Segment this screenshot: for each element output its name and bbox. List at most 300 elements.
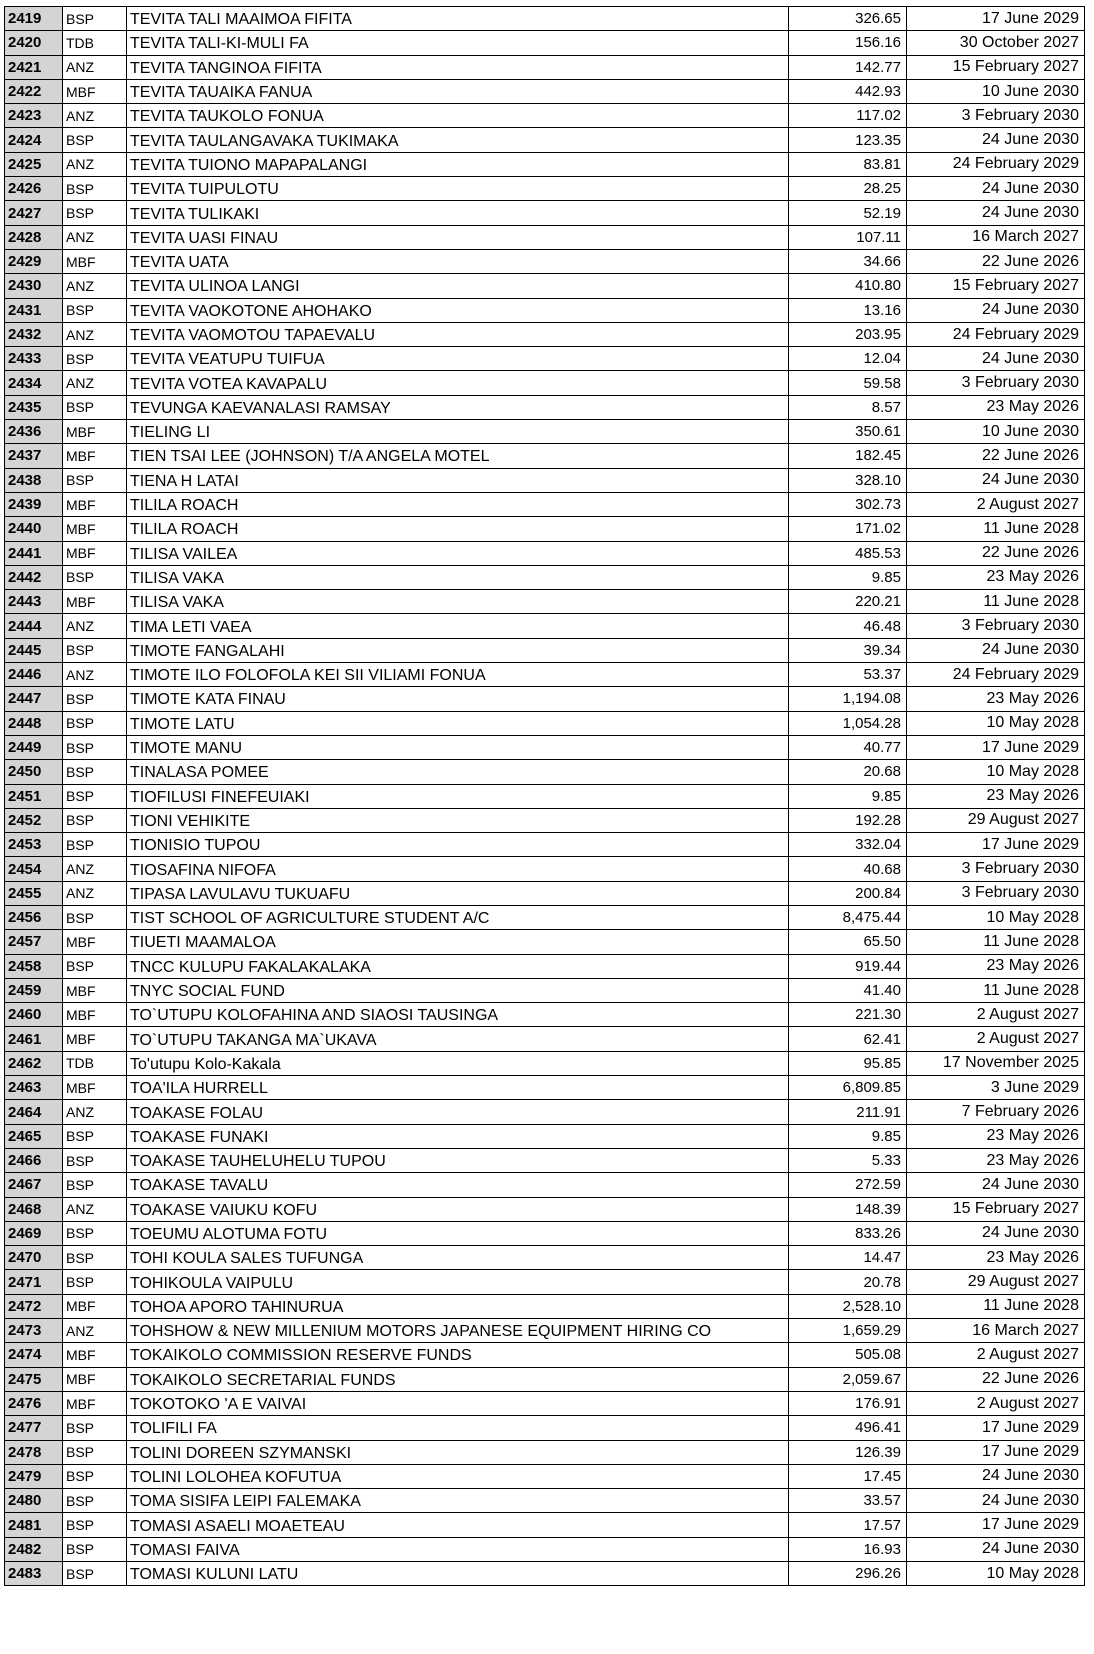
amount-cell: 1,194.08	[789, 687, 907, 711]
account-name-cell: TEVITA ULINOA LANGI	[127, 274, 789, 298]
row-number-cell: 2458	[5, 954, 63, 978]
table-row	[5, 1246, 1085, 1270]
account-name-cell: TOMA SISIFA LEIPI FALEMAKA	[127, 1489, 789, 1513]
table-row	[5, 1197, 1085, 1221]
bank-code-cell: TDB	[63, 31, 127, 55]
bank-code-cell: MBF	[63, 492, 127, 516]
bank-code-cell: BSP	[63, 468, 127, 492]
account-name-cell: TILISA VAKA	[127, 565, 789, 589]
table-row	[5, 468, 1085, 492]
table-row	[5, 857, 1085, 881]
bank-code-cell: ANZ	[63, 152, 127, 176]
account-name-cell: TIMOTE LATU	[127, 711, 789, 735]
account-name-cell: TIMOTE ILO FOLOFOLA KEI SII VILIAMI FONUA	[127, 663, 789, 687]
table-row	[5, 784, 1085, 808]
account-name-cell: TNCC KULUPU FAKALAKALAKA	[127, 954, 789, 978]
date-cell: 29 August 2027	[907, 808, 1085, 832]
row-number-cell: 2474	[5, 1343, 63, 1367]
row-number-cell: 2434	[5, 371, 63, 395]
amount-cell: 332.04	[789, 833, 907, 857]
table-row	[5, 1537, 1085, 1561]
table-row	[5, 638, 1085, 662]
table-row	[5, 663, 1085, 687]
table-row	[5, 371, 1085, 395]
amount-cell: 5.33	[789, 1148, 907, 1172]
table-row	[5, 1391, 1085, 1415]
bank-code-cell: ANZ	[63, 371, 127, 395]
table-row	[5, 79, 1085, 103]
amount-cell: 200.84	[789, 881, 907, 905]
account-name-cell: TEVITA TUIPULOTU	[127, 177, 789, 201]
date-cell: 23 May 2026	[907, 1124, 1085, 1148]
table-row	[5, 1270, 1085, 1294]
bank-code-cell: BSP	[63, 1270, 127, 1294]
account-name-cell: TO`UTUPU KOLOFAHINA AND SIAOSI TAUSINGA	[127, 1003, 789, 1027]
date-cell: 30 October 2027	[907, 31, 1085, 55]
amount-cell: 39.34	[789, 638, 907, 662]
bank-code-cell: BSP	[63, 1464, 127, 1488]
row-number-cell: 2425	[5, 152, 63, 176]
row-number-cell: 2452	[5, 808, 63, 832]
account-name-cell: TOAKASE TAUHELUHELU TUPOU	[127, 1148, 789, 1172]
amount-cell: 95.85	[789, 1051, 907, 1075]
amount-cell: 9.85	[789, 565, 907, 589]
date-cell: 2 August 2027	[907, 1027, 1085, 1051]
amount-cell: 53.37	[789, 663, 907, 687]
table-row	[5, 492, 1085, 516]
table-row	[5, 1148, 1085, 1172]
date-cell: 17 November 2025	[907, 1051, 1085, 1075]
row-number-cell: 2429	[5, 249, 63, 273]
date-cell: 24 June 2030	[907, 1537, 1085, 1561]
amount-cell: 142.77	[789, 55, 907, 79]
bank-code-cell: ANZ	[63, 225, 127, 249]
row-number-cell: 2450	[5, 760, 63, 784]
row-number-cell: 2482	[5, 1537, 63, 1561]
row-number-cell: 2467	[5, 1173, 63, 1197]
amount-cell: 176.91	[789, 1391, 907, 1415]
row-number-cell: 2481	[5, 1513, 63, 1537]
amount-cell: 496.41	[789, 1416, 907, 1440]
table-row	[5, 1562, 1085, 1586]
amount-cell: 272.59	[789, 1173, 907, 1197]
date-cell: 3 February 2030	[907, 371, 1085, 395]
bank-code-cell: ANZ	[63, 1197, 127, 1221]
account-name-cell: TIMA LETI VAEA	[127, 614, 789, 638]
account-name-cell: TOMASI FAIVA	[127, 1537, 789, 1561]
account-name-cell: TEVITA TALI MAAIMOA FIFITA	[127, 7, 789, 31]
account-name-cell: TILILA ROACH	[127, 492, 789, 516]
bank-code-cell: MBF	[63, 79, 127, 103]
date-cell: 22 June 2026	[907, 249, 1085, 273]
date-cell: 24 February 2029	[907, 322, 1085, 346]
table-row	[5, 833, 1085, 857]
table-row	[5, 1124, 1085, 1148]
table-row	[5, 1489, 1085, 1513]
row-number-cell: 2463	[5, 1076, 63, 1100]
row-number-cell: 2451	[5, 784, 63, 808]
amount-cell: 296.26	[789, 1562, 907, 1586]
amount-cell: 410.80	[789, 274, 907, 298]
account-name-cell: TIPASA LAVULAVU TUKUAFU	[127, 881, 789, 905]
row-number-cell: 2432	[5, 322, 63, 346]
bank-code-cell: MBF	[63, 249, 127, 273]
account-name-cell: TOAKASE TAVALU	[127, 1173, 789, 1197]
table-row	[5, 711, 1085, 735]
date-cell: 10 May 2028	[907, 905, 1085, 929]
date-cell: 10 June 2030	[907, 79, 1085, 103]
account-name-cell: TOLINI DOREEN SZYMANSKI	[127, 1440, 789, 1464]
account-name-cell: TIOSAFINA NIFOFA	[127, 857, 789, 881]
date-cell: 23 May 2026	[907, 1246, 1085, 1270]
date-cell: 24 June 2030	[907, 638, 1085, 662]
account-name-cell: TEVITA TALI-KI-MULI FA	[127, 31, 789, 55]
account-name-cell: TILILA ROACH	[127, 517, 789, 541]
bank-code-cell: BSP	[63, 1562, 127, 1586]
date-cell: 10 May 2028	[907, 760, 1085, 784]
bank-code-cell: BSP	[63, 687, 127, 711]
account-name-cell: TIEN TSAI LEE (JOHNSON) T/A ANGELA MOTEL	[127, 444, 789, 468]
account-name-cell: TEVITA VAOKOTONE AHOHAKO	[127, 298, 789, 322]
row-number-cell: 2470	[5, 1246, 63, 1270]
amount-cell: 126.39	[789, 1440, 907, 1464]
account-name-cell: TOA'ILA HURRELL	[127, 1076, 789, 1100]
date-cell: 24 June 2030	[907, 298, 1085, 322]
account-name-cell: TOMASI KULUNI LATU	[127, 1562, 789, 1586]
table-row	[5, 1294, 1085, 1318]
account-name-cell: TIMOTE MANU	[127, 735, 789, 759]
bank-code-cell: BSP	[63, 1221, 127, 1245]
account-name-cell: TEVITA TAULANGAVAKA TUKIMAKA	[127, 128, 789, 152]
date-cell: 23 May 2026	[907, 565, 1085, 589]
amount-cell: 182.45	[789, 444, 907, 468]
bank-code-cell: BSP	[63, 1124, 127, 1148]
bank-code-cell: MBF	[63, 541, 127, 565]
table-row	[5, 322, 1085, 346]
amount-cell: 833.26	[789, 1221, 907, 1245]
table-row	[5, 1027, 1085, 1051]
date-cell: 11 June 2028	[907, 1294, 1085, 1318]
amount-cell: 16.93	[789, 1537, 907, 1561]
account-name-cell: TEVITA UASI FINAU	[127, 225, 789, 249]
row-number-cell: 2462	[5, 1051, 63, 1075]
row-number-cell: 2438	[5, 468, 63, 492]
table-row	[5, 1100, 1085, 1124]
account-name-cell: TOHIKOULA VAIPULU	[127, 1270, 789, 1294]
row-number-cell: 2445	[5, 638, 63, 662]
table-row	[5, 905, 1085, 929]
bank-code-cell: BSP	[63, 7, 127, 31]
row-number-cell: 2454	[5, 857, 63, 881]
table-row	[5, 1076, 1085, 1100]
row-number-cell: 2475	[5, 1367, 63, 1391]
bank-code-cell: BSP	[63, 905, 127, 929]
account-name-cell: TEVUNGA KAEVANALASI RAMSAY	[127, 395, 789, 419]
date-cell: 17 June 2029	[907, 1440, 1085, 1464]
account-name-cell: TEVITA TAUKOLO FONUA	[127, 104, 789, 128]
date-cell: 2 August 2027	[907, 1391, 1085, 1415]
date-cell: 17 June 2029	[907, 735, 1085, 759]
table-row	[5, 1319, 1085, 1343]
account-name-cell: TIELING LI	[127, 420, 789, 444]
bank-code-cell: BSP	[63, 808, 127, 832]
amount-cell: 171.02	[789, 517, 907, 541]
table-row	[5, 128, 1085, 152]
table-row	[5, 55, 1085, 79]
row-number-cell: 2473	[5, 1319, 63, 1343]
row-number-cell: 2447	[5, 687, 63, 711]
row-number-cell: 2480	[5, 1489, 63, 1513]
date-cell: 22 June 2026	[907, 1367, 1085, 1391]
date-cell: 11 June 2028	[907, 590, 1085, 614]
row-number-cell: 2459	[5, 978, 63, 1002]
amount-cell: 485.53	[789, 541, 907, 565]
date-cell: 24 June 2030	[907, 468, 1085, 492]
row-number-cell: 2444	[5, 614, 63, 638]
date-cell: 3 June 2029	[907, 1076, 1085, 1100]
amount-cell: 1,659.29	[789, 1319, 907, 1343]
date-cell: 24 June 2030	[907, 1464, 1085, 1488]
account-name-cell: TOLINI LOLOHEA KOFUTUA	[127, 1464, 789, 1488]
amount-cell: 20.78	[789, 1270, 907, 1294]
bank-code-cell: BSP	[63, 784, 127, 808]
row-number-cell: 2437	[5, 444, 63, 468]
table-row	[5, 201, 1085, 225]
date-cell: 15 February 2027	[907, 1197, 1085, 1221]
amount-cell: 83.81	[789, 152, 907, 176]
amount-cell: 52.19	[789, 201, 907, 225]
amount-cell: 13.16	[789, 298, 907, 322]
bank-code-cell: BSP	[63, 1489, 127, 1513]
amount-cell: 46.48	[789, 614, 907, 638]
table-row	[5, 347, 1085, 371]
date-cell: 24 June 2030	[907, 177, 1085, 201]
date-cell: 10 June 2030	[907, 420, 1085, 444]
amount-cell: 8,475.44	[789, 905, 907, 929]
table-row	[5, 517, 1085, 541]
account-name-cell: TILISA VAILEA	[127, 541, 789, 565]
bank-code-cell: MBF	[63, 1027, 127, 1051]
amount-cell: 40.77	[789, 735, 907, 759]
row-number-cell: 2465	[5, 1124, 63, 1148]
bank-code-cell: ANZ	[63, 274, 127, 298]
amount-cell: 148.39	[789, 1197, 907, 1221]
account-name-cell: TEVITA UATA	[127, 249, 789, 273]
table-row	[5, 31, 1085, 55]
row-number-cell: 2468	[5, 1197, 63, 1221]
amount-cell: 326.65	[789, 7, 907, 31]
row-number-cell: 2442	[5, 565, 63, 589]
date-cell: 11 June 2028	[907, 978, 1085, 1002]
table-row	[5, 590, 1085, 614]
table-row	[5, 420, 1085, 444]
row-number-cell: 2431	[5, 298, 63, 322]
date-cell: 24 February 2029	[907, 152, 1085, 176]
table-row	[5, 104, 1085, 128]
amount-cell: 8.57	[789, 395, 907, 419]
account-name-cell: TIST SCHOOL OF AGRICULTURE STUDENT A/C	[127, 905, 789, 929]
table-row	[5, 274, 1085, 298]
table-row	[5, 687, 1085, 711]
table-row	[5, 541, 1085, 565]
account-name-cell: TOKAIKOLO COMMISSION RESERVE FUNDS	[127, 1343, 789, 1367]
row-number-cell: 2476	[5, 1391, 63, 1415]
row-number-cell: 2439	[5, 492, 63, 516]
table-row	[5, 735, 1085, 759]
account-name-cell: TOMASI ASAELI MOAETEAU	[127, 1513, 789, 1537]
bank-code-cell: BSP	[63, 1440, 127, 1464]
date-cell: 10 May 2028	[907, 1562, 1085, 1586]
row-number-cell: 2446	[5, 663, 63, 687]
row-number-cell: 2477	[5, 1416, 63, 1440]
account-name-cell: TIONISIO TUPOU	[127, 833, 789, 857]
bank-code-cell: BSP	[63, 1246, 127, 1270]
table-row	[5, 930, 1085, 954]
row-number-cell: 2469	[5, 1221, 63, 1245]
table-row	[5, 1513, 1085, 1537]
date-cell: 23 May 2026	[907, 954, 1085, 978]
table-row	[5, 444, 1085, 468]
bank-code-cell: TDB	[63, 1051, 127, 1075]
amount-cell: 41.40	[789, 978, 907, 1002]
bank-code-cell: BSP	[63, 638, 127, 662]
bank-code-cell: BSP	[63, 833, 127, 857]
bank-code-cell: MBF	[63, 444, 127, 468]
table-row	[5, 614, 1085, 638]
account-name-cell: To'utupu Kolo-Kakala	[127, 1051, 789, 1075]
date-cell: 24 June 2030	[907, 347, 1085, 371]
amount-cell: 6,809.85	[789, 1076, 907, 1100]
amount-cell: 17.57	[789, 1513, 907, 1537]
bank-code-cell: BSP	[63, 711, 127, 735]
row-number-cell: 2441	[5, 541, 63, 565]
table-row	[5, 225, 1085, 249]
account-name-cell: TO`UTUPU TAKANGA MA`UKAVA	[127, 1027, 789, 1051]
account-name-cell: TOLIFILI FA	[127, 1416, 789, 1440]
amount-cell: 65.50	[789, 930, 907, 954]
row-number-cell: 2448	[5, 711, 63, 735]
amount-cell: 123.35	[789, 128, 907, 152]
account-name-cell: TINALASA POMEE	[127, 760, 789, 784]
account-name-cell: TILISA VAKA	[127, 590, 789, 614]
row-number-cell: 2479	[5, 1464, 63, 1488]
date-cell: 24 June 2030	[907, 1173, 1085, 1197]
bank-code-cell: BSP	[63, 1173, 127, 1197]
table-row	[5, 249, 1085, 273]
account-name-cell: TOAKASE FOLAU	[127, 1100, 789, 1124]
date-cell: 24 February 2029	[907, 663, 1085, 687]
table-row	[5, 1343, 1085, 1367]
date-cell: 11 June 2028	[907, 930, 1085, 954]
date-cell: 23 May 2026	[907, 1148, 1085, 1172]
date-cell: 3 February 2030	[907, 614, 1085, 638]
date-cell: 15 February 2027	[907, 274, 1085, 298]
account-name-cell: TOAKASE FUNAKI	[127, 1124, 789, 1148]
date-cell: 16 March 2027	[907, 225, 1085, 249]
table-row	[5, 1416, 1085, 1440]
amount-cell: 442.93	[789, 79, 907, 103]
account-name-cell: TIOFILUSI FINEFEUIAKI	[127, 784, 789, 808]
row-number-cell: 2435	[5, 395, 63, 419]
table-row	[5, 1051, 1085, 1075]
account-name-cell: TIUETI MAAMALOA	[127, 930, 789, 954]
date-cell: 24 June 2030	[907, 201, 1085, 225]
date-cell: 10 May 2028	[907, 711, 1085, 735]
table-row	[5, 1464, 1085, 1488]
table-row	[5, 395, 1085, 419]
row-number-cell: 2430	[5, 274, 63, 298]
amount-cell: 107.11	[789, 225, 907, 249]
row-number-cell: 2443	[5, 590, 63, 614]
account-name-cell: TOHSHOW & NEW MILLENIUM MOTORS JAPANESE EQUIPMENT HIRING CO	[127, 1319, 789, 1343]
account-name-cell: TEVITA VEATUPU TUIFUA	[127, 347, 789, 371]
account-name-cell: TIONI VEHIKITE	[127, 808, 789, 832]
bank-code-cell: ANZ	[63, 55, 127, 79]
unclaimed-accounts-table	[4, 6, 1085, 1586]
row-number-cell: 2466	[5, 1148, 63, 1172]
bank-code-cell: BSP	[63, 735, 127, 759]
amount-cell: 62.41	[789, 1027, 907, 1051]
table-row	[5, 1003, 1085, 1027]
row-number-cell: 2457	[5, 930, 63, 954]
amount-cell: 919.44	[789, 954, 907, 978]
bank-code-cell: ANZ	[63, 104, 127, 128]
row-number-cell: 2419	[5, 7, 63, 31]
amount-cell: 34.66	[789, 249, 907, 273]
amount-cell: 211.91	[789, 1100, 907, 1124]
row-number-cell: 2449	[5, 735, 63, 759]
bank-code-cell: BSP	[63, 760, 127, 784]
date-cell: 3 February 2030	[907, 881, 1085, 905]
amount-cell: 156.16	[789, 31, 907, 55]
bank-code-cell: ANZ	[63, 1319, 127, 1343]
amount-cell: 2,059.67	[789, 1367, 907, 1391]
bank-code-cell: BSP	[63, 395, 127, 419]
amount-cell: 302.73	[789, 492, 907, 516]
date-cell: 24 June 2030	[907, 128, 1085, 152]
table-row	[5, 565, 1085, 589]
date-cell: 29 August 2027	[907, 1270, 1085, 1294]
row-number-cell: 2424	[5, 128, 63, 152]
row-number-cell: 2453	[5, 833, 63, 857]
amount-cell: 350.61	[789, 420, 907, 444]
table-row	[5, 152, 1085, 176]
bank-code-cell: BSP	[63, 954, 127, 978]
amount-cell: 20.68	[789, 760, 907, 784]
bank-code-cell: ANZ	[63, 322, 127, 346]
bank-code-cell: MBF	[63, 590, 127, 614]
table-row	[5, 978, 1085, 1002]
account-name-cell: TOHOA APORO TAHINURUA	[127, 1294, 789, 1318]
date-cell: 22 June 2026	[907, 444, 1085, 468]
bank-code-cell: BSP	[63, 201, 127, 225]
date-cell: 16 March 2027	[907, 1319, 1085, 1343]
table-row	[5, 1367, 1085, 1391]
amount-cell: 2,528.10	[789, 1294, 907, 1318]
date-cell: 17 June 2029	[907, 833, 1085, 857]
amount-cell: 33.57	[789, 1489, 907, 1513]
bank-code-cell: MBF	[63, 420, 127, 444]
row-number-cell: 2456	[5, 905, 63, 929]
table-row	[5, 1221, 1085, 1245]
date-cell: 17 June 2029	[907, 7, 1085, 31]
table-row	[5, 1440, 1085, 1464]
row-number-cell: 2423	[5, 104, 63, 128]
bank-code-cell: MBF	[63, 978, 127, 1002]
amount-cell: 12.04	[789, 347, 907, 371]
row-number-cell: 2440	[5, 517, 63, 541]
amount-cell: 221.30	[789, 1003, 907, 1027]
